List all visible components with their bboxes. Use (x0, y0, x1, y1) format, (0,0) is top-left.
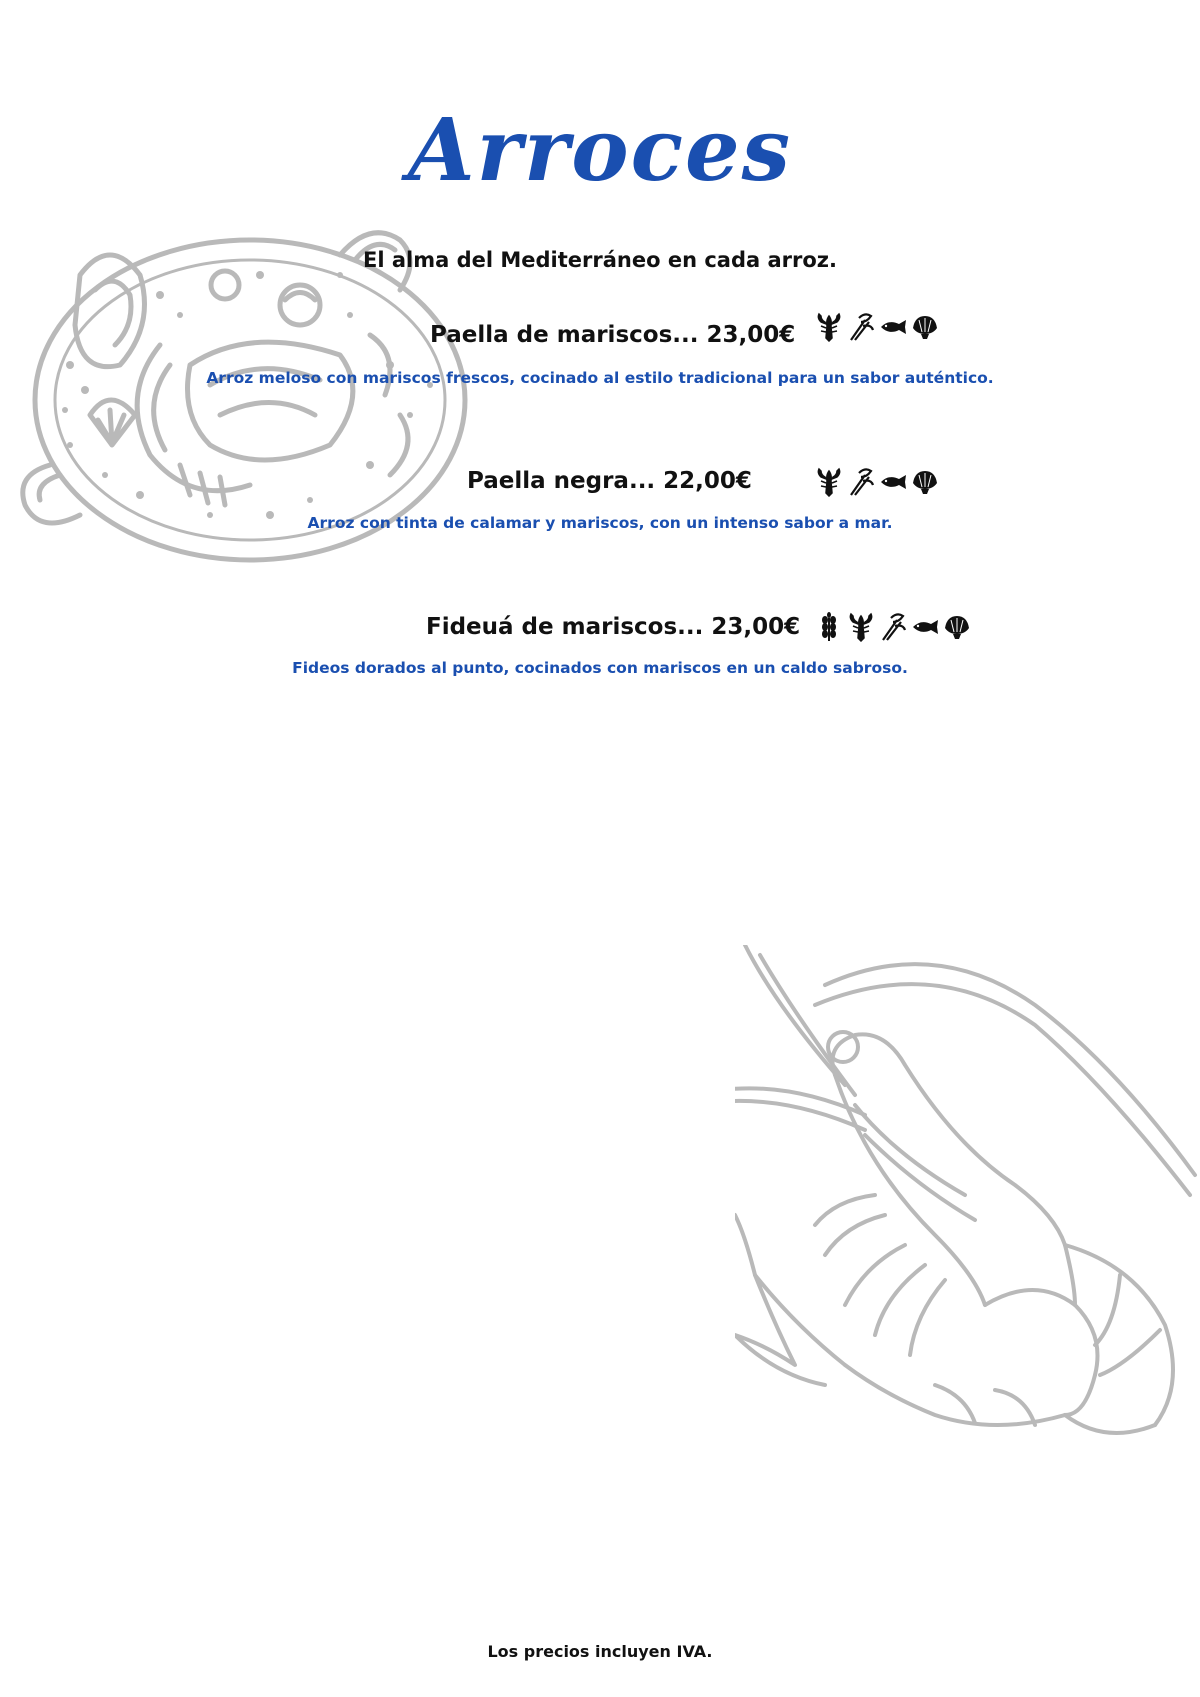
footer-note: Los precios incluyen IVA. (487, 1642, 713, 1661)
mollusc-icon (943, 612, 971, 642)
dish-description: Arroz con tinta de calamar y mariscos, con un intenso sabor a mar. (307, 514, 893, 532)
allergen-icons (815, 612, 971, 642)
dish-name: Paella de mariscos... 23,00€ (430, 322, 796, 348)
celery-icon (847, 467, 875, 497)
mollusc-icon (911, 312, 939, 342)
menu-title: Arroces (407, 100, 793, 201)
mollusc-icon (911, 467, 939, 497)
celery-icon (879, 612, 907, 642)
gluten-icon (815, 612, 843, 642)
fish-icon (879, 312, 907, 342)
celery-icon (847, 312, 875, 342)
allergen-icons (815, 467, 939, 497)
crustacean-icon (815, 312, 843, 342)
menu-tagline: El alma del Mediterráneo en cada arroz. (363, 248, 837, 272)
dish-name: Fideuá de mariscos... 23,00€ (426, 614, 801, 640)
fish-icon (911, 612, 939, 642)
dish-description: Arroz meloso con mariscos frescos, cocinado al estilo tradicional para un sabor auténtico. (206, 369, 994, 387)
crustacean-icon (847, 612, 875, 642)
allergen-icons (815, 312, 939, 342)
dish-name: Paella negra... 22,00€ (467, 468, 752, 494)
crustacean-icon (815, 467, 843, 497)
fish-icon (879, 467, 907, 497)
dish-description: Fideos dorados al punto, cocinados con mariscos en un caldo sabroso. (292, 659, 908, 677)
shrimp-illustration (735, 945, 1200, 1520)
paella-pan-illustration (10, 215, 490, 595)
